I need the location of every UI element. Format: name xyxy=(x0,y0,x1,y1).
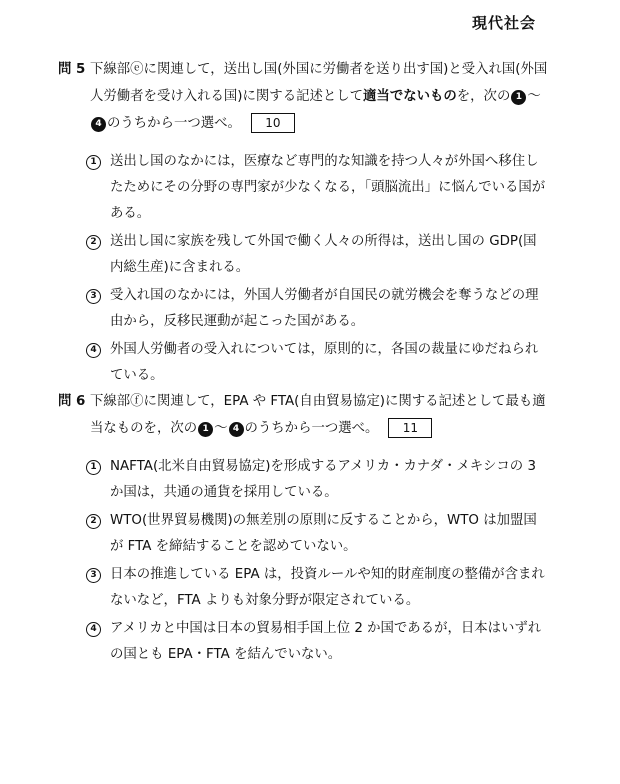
answer-box-11[interactable]: 11 xyxy=(388,418,432,438)
range-start-marker: 1 xyxy=(511,90,526,105)
choice-number-marker: 3 xyxy=(86,568,101,583)
choice-number-marker: 4 xyxy=(86,343,101,358)
question-5-number: 問 5 xyxy=(58,62,86,77)
question-5-choices xyxy=(58,149,548,389)
choice-number-marker: 3 xyxy=(86,289,101,304)
question-5-text-c: のうちから一つ選べ。 xyxy=(107,116,241,131)
question-5-emphasis: 適当でないもの xyxy=(363,89,457,104)
choice-text: 送出し国のなかには，医療など専門的な知識を持つ人々が外国へ移住したためにその分野の専門家が少なくなる，「頭脳流出」に悩んでいる国がある。 xyxy=(110,154,546,221)
question-6-text-c: のうちから一つ選べ。 xyxy=(244,421,379,436)
choice-text: 外国人労働者の受入れについては，原則的に，各国の裁量にゆだねられている。 xyxy=(110,342,539,383)
range-end-marker: 4 xyxy=(229,422,244,437)
range-start-marker: 1 xyxy=(198,422,213,437)
choice-number-marker: 1 xyxy=(86,155,101,170)
choice-number-marker: 2 xyxy=(86,514,101,529)
range-separator: 〜 xyxy=(214,421,228,436)
choice-item[interactable] xyxy=(86,508,548,560)
choice-item[interactable] xyxy=(86,562,548,614)
choice-text: WTO(世界貿易機関)の無差別の原則に反することから，WTO は加盟国が FTA を締結することを認めていない。 xyxy=(110,513,537,554)
range-separator: 〜 xyxy=(527,89,541,104)
question-5-text-a: 下線部ⓔに関連して，送出し国(外国に労働者を送り出す国)と受入れ国(外国人労働者を受け入れる国)に関する記述として xyxy=(90,62,548,104)
range-end-marker: 4 xyxy=(91,117,106,132)
question-6-text-a: 下線部ⓕに関連して，EPA や FTA(自由貿易協定)に関する記述として最も適当なものを，次の xyxy=(90,394,546,436)
choice-number-marker: 4 xyxy=(86,622,101,637)
choice-text: アメリカと中国は日本の貿易相手国上位 2 か国であるが，日本はいずれの国とも EPA・FTA を結んでいない。 xyxy=(110,621,542,662)
choice-item[interactable] xyxy=(86,229,548,281)
choice-number-marker: 1 xyxy=(86,460,101,475)
choice-text: 送出し国に家族を残して外国で働く人々の所得は，送出し国の GDP(国内総生産)に含まれる。 xyxy=(110,234,537,275)
question-5-prompt xyxy=(58,56,548,137)
question-6-choices xyxy=(58,454,548,668)
question-6-number: 問 6 xyxy=(58,394,86,409)
choice-item[interactable] xyxy=(86,283,548,335)
choice-text: 日本の推進している EPA は，投資ルールや知的財産制度の整備が含まれないなど，FTA よりも対象分野が限定されている。 xyxy=(110,567,545,608)
question-5 xyxy=(58,56,548,391)
subject-title: 現代社会 xyxy=(471,14,536,32)
question-6 xyxy=(58,388,548,670)
question-5-text-b: を，次の xyxy=(456,89,511,104)
choice-item[interactable] xyxy=(86,616,548,668)
choice-number-marker: 2 xyxy=(86,235,101,250)
choice-item[interactable] xyxy=(86,454,548,506)
choice-item[interactable] xyxy=(86,149,548,227)
choice-item[interactable] xyxy=(86,337,548,389)
answer-box-10[interactable]: 10 xyxy=(251,113,295,133)
choice-text: 受入れ国のなかには，外国人労働者が自国民の就労機会を奪うなどの理由から，反移民運動が起こった国がある。 xyxy=(110,288,539,329)
choice-text: NAFTA(北米自由貿易協定)を形成するアメリカ・カナダ・メキシコの 3 か国は，共通の通貨を採用している。 xyxy=(110,459,536,500)
question-6-prompt xyxy=(58,388,548,442)
